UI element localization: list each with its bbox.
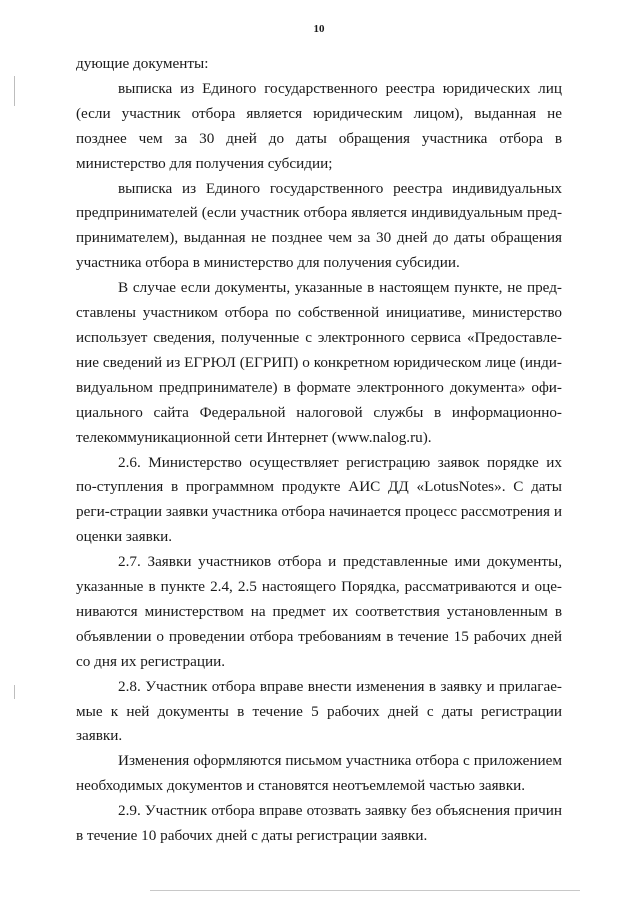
- paragraph-documents-not-submitted: В случае если документы, указанные в настоящем пункте, не пред-ставлены участником отбора по собственной инициативе, министерство использует сведения, полученные с электронного сервиса «Предоставле-ние сведений из ЕГРЮЛ (ЕГРИП) о конкретном юридическом лице (инди-видуальном предпринимателе) в формате электронного документа» офи-циального сайта Федеральной налоговой службы в информационно-телекоммуникационной сети Интернет (www.nalog.ru).: [76, 279, 562, 446]
- paragraph-2-9: 2.9. Участник отбора вправе отозвать заявку без объяснения причин в течение 10 рабочих дней с даты регистрации заявки.: [76, 802, 562, 845]
- document-body: [76, 52, 562, 849]
- paragraph-2-6: 2.6. Министерство осуществляет регистрацию заявок порядке их по-ступления в программном продукте АИС ДД «LotusNotes». С даты реги-страции заявки участника отбора начинается процесс рассмотрения и оценки заявки.: [76, 453, 562, 546]
- paragraph-changes: Изменения оформляются письмом участника отбора с приложением необходимых документов и становятся неотъемлемой частью заявки.: [76, 752, 562, 795]
- paragraph-egrip-extract: выписка из Единого государственного реестра индивидуальных предпринимателей (если участник отбора является индивидуальным пред-принимателем), выданная не позднее чем за 30 дней до даты обращения участника отбора в министерство для получения субсидии.: [76, 179, 562, 272]
- paragraph-2-8: 2.8. Участник отбора вправе внести изменения в заявку и прилагае-мые к ней документы в течение 5 рабочих дней с даты регистрации заявки.: [76, 677, 562, 745]
- page-number: 10: [313, 23, 325, 35]
- scan-artifact-mark: [14, 685, 15, 699]
- paragraph-continuation: дующие документы:: [76, 55, 209, 72]
- paragraph-egrul-extract: выписка из Единого государственного реестра юридических лиц (если участник отбора является юридическим лицом), выданная не позднее чем за 30 дней до даты обращения участника отбора в министерство для получения субсидии;: [76, 79, 562, 172]
- scan-artifact-mark: [14, 76, 15, 106]
- scan-bottom-edge: [150, 890, 580, 891]
- paragraph-2-7: 2.7. Заявки участников отбора и представленные ими документы, указанные в пункте 2.4, 2.5 настоящего Порядка, рассматриваются и оце-ниваются министерством на предмет их соответствия установленным в объявлении о проведении отбора требованиям в течение 15 рабочих дней со дня их регистрации.: [76, 553, 562, 670]
